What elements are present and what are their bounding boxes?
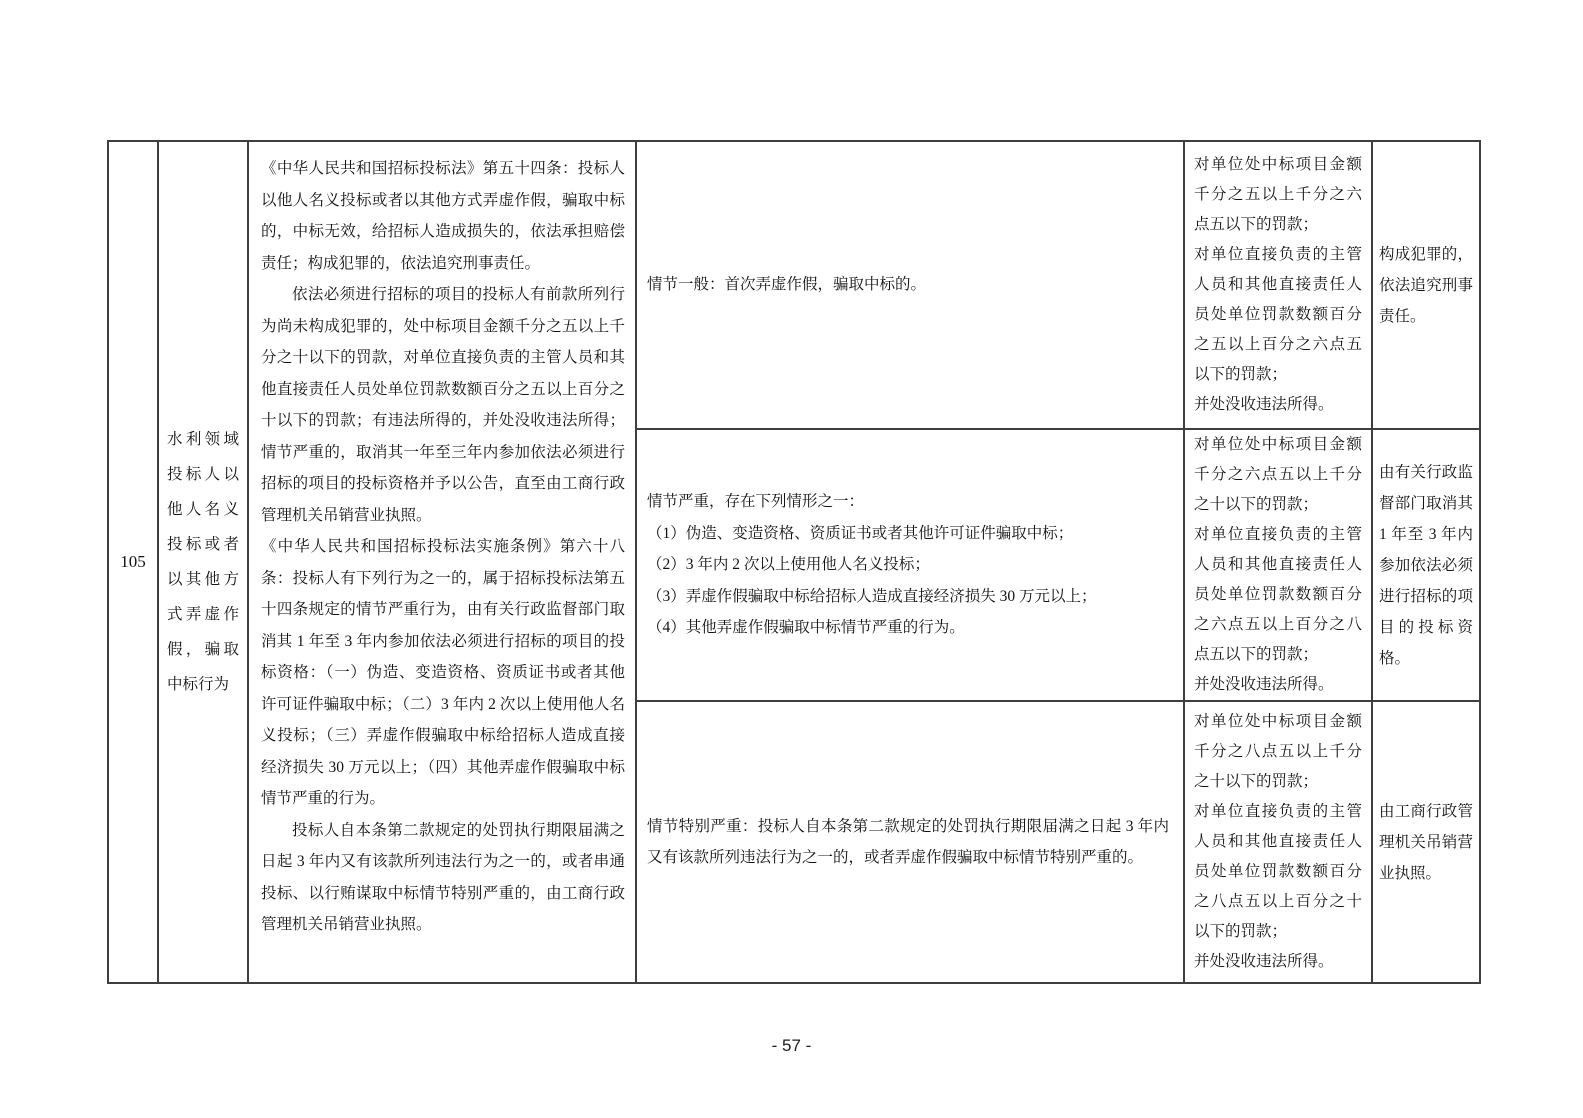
other-measure-text: 由有关行政监督部门取消其 1 年至 3 年内参加依法必须进行招标的项目的投标资格。 [1379,463,1473,667]
penalty-line: 对单位直接负责的主管人员和其他直接责任人员处单位罚款数额百分之五以上百分之六点五以下的罚款； [1194,246,1362,383]
scenario-general-text: 情节一般：首次弄虚作假，骗取中标的。 [647,276,927,294]
scenario-severe-intro: 情节严重，存在下列情形之一： [647,493,865,511]
legal-basis-paragraph: 《中华人民共和国招标投标法》第五十四条：投标人以他人名义投标或者以其他方式弄虚作假，骗取中标的，中标无效，给招标人造成损失的，依法承担赔偿责任；构成犯罪的，依法追究刑事责任。 [261,160,625,272]
scenario-severe-cell [636,429,1184,701]
other-measure-text: 构成犯罪的，依法追究刑事责任。 [1379,245,1473,325]
other-measure-extreme-cell [1372,701,1480,983]
scenario-extreme-text: 情节特别严重：投标人自本条第二款规定的处罚执行期限届满之日起 3 年内又有该款所列违法行为之一的，或者弄虚作假骗取中标情节特别严重的。 [647,817,1169,866]
table-row [108,141,1480,429]
legal-basis-cell [248,141,636,983]
penalty-extreme-cell [1184,701,1372,983]
violation-category-cell [158,141,248,983]
scenario-severe-item: （2）3 年内 2 次以上使用他人名义投标； [647,556,930,574]
penalty-line: 对单位处中标项目金额千分之五以上千分之六点五以下的罚款； [1194,156,1362,233]
penalty-line: 对单位处中标项目金额千分之六点五以上千分之十以下的罚款； [1194,436,1362,513]
penalty-line: 对单位直接负责的主管人员和其他直接责任人员处单位罚款数额百分之八点五以上百分之十以下的罚款； [1194,803,1362,940]
legal-basis-paragraph: 《中华人民共和国招标投标法实施条例》第六十八条：投标人有下列行为之一的，属于招标投标法第五十四条规定的情节严重行为，由有关行政监督部门取消其 1 年至 3 年内参加依法必须进行招标的项目的投标资格：（一）伪造、变造资格、资质证书或者其他许可证件骗取中标；（二）3 年内 2 次以上使用他人名义投标；（三）弄虚作假骗取中标给招标人造成直接经济损失 30 万元以上；（四）其他弄虚作假骗取中标情节严重的行为。 [261,538,625,807]
other-measure-severe-cell [1372,429,1480,701]
page-number: - 57 - [771,1036,812,1055]
legal-basis-paragraph: 投标人自本条第二款规定的处罚执行期限届满之日起 3 年内又有该款所列违法行为之一的，或者串通投标、以行贿谋取中标情节特别严重的，由工商行政管理机关吊销营业执照。 [261,821,625,933]
scenario-extreme-cell [636,701,1184,983]
penalty-line: 对单位处中标项目金额千分之八点五以上千分之十以下的罚款； [1194,713,1362,790]
penalty-line: 并处没收违法所得。 [1194,953,1334,970]
other-measure-text: 由工商行政管理机关吊销营业执照。 [1379,802,1473,882]
scenario-severe-item: （4）其他弄虚作假骗取中标情节严重的行为。 [647,619,965,637]
scenario-severe-item: （3）弄虚作假骗取中标给招标人造成直接经济损失 30 万元以上； [647,587,1097,605]
penalty-line: 并处没收违法所得。 [1194,396,1334,413]
legal-basis-paragraph: 依法必须进行招标的项目的投标人有前款所列行为尚未构成犯罪的，处中标项目金额千分之五以上千分之十以下的罚款，对单位直接负责的主管人员和其他直接责任人员处单位罚款数额百分之五以上百分之十以下的罚款；有违法所得的，并处没收违法所得；情节严重的，取消其一年至三年内参加依法必须进行招标的项目的投标资格并予以公告，直至由工商行政管理机关吊销营业执照。 [261,286,625,524]
penalty-table [107,140,1481,984]
penalty-severe-cell [1184,429,1372,701]
other-measure-general-cell [1372,141,1480,429]
penalty-general-cell [1184,141,1372,429]
serial-number: 105 [120,552,146,571]
penalty-line: 对单位直接负责的主管人员和其他直接责任人员处单位罚款数额百分之六点五以上百分之八点五以下的罚款； [1194,526,1362,663]
scenario-general-cell [636,141,1184,429]
scenario-severe-item: （1）伪造、变造资格、资质证书或者其他许可证件骗取中标； [647,524,1074,542]
serial-number-cell [108,141,158,983]
violation-category-text: 水利领域投标人以他人名义投标或者以其他方式弄虚作假，骗取中标行为 [167,431,239,693]
penalty-line: 并处没收违法所得。 [1194,676,1334,693]
